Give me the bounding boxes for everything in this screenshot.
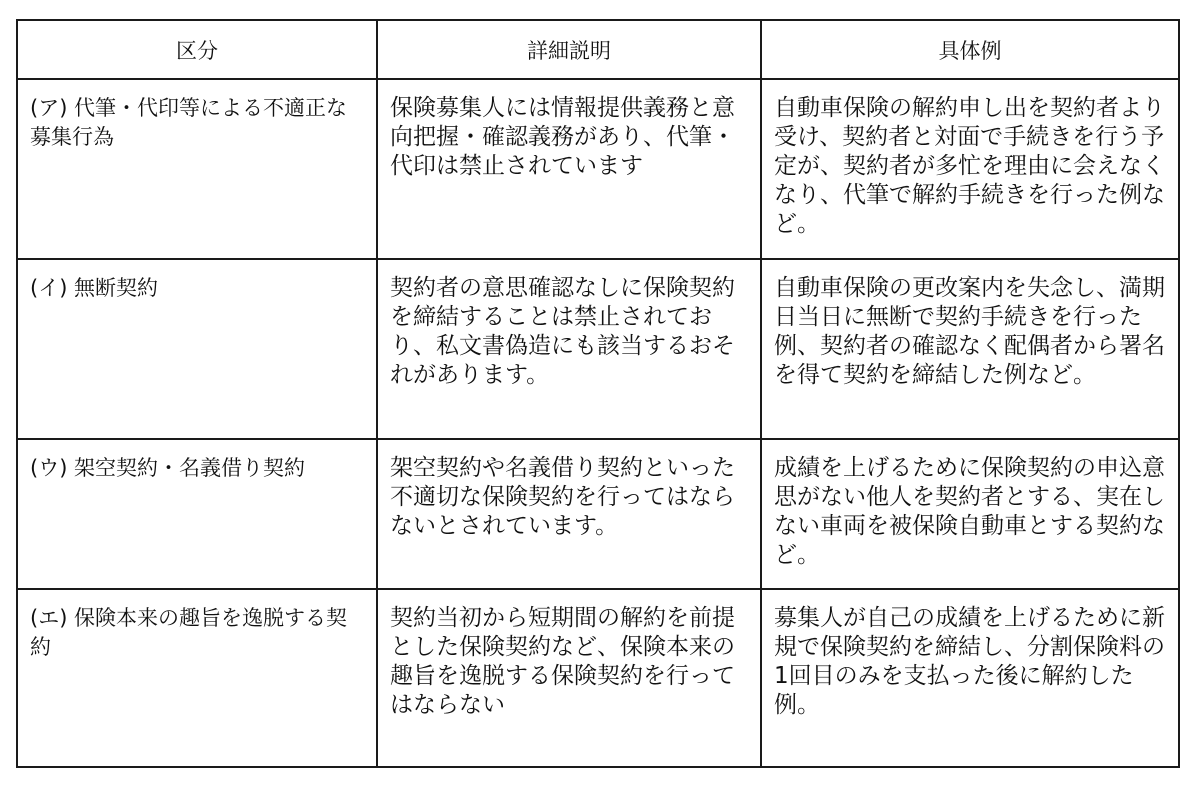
header-category: 区分 xyxy=(17,20,377,79)
detail-text: 契約当初から短期間の解約を前提とした保険契約など、保険本来の趣旨を逸脱する保険契約を行ってはならない xyxy=(390,605,735,718)
detail-cell xyxy=(377,259,761,439)
example-text: 募集人が自己の成績を上げるために新規で保険契約を締結し、分割保険料の1回目のみを支払った後に解約した例。 xyxy=(774,605,1165,718)
category-text: (エ) 保険本来の趣旨を逸脱する契約 xyxy=(30,606,348,659)
table-row xyxy=(17,589,1179,767)
compliance-table xyxy=(16,19,1180,768)
detail-text: 保険募集人には情報提供義務と意向把握・確認義務があり、代筆・代印は禁止されています xyxy=(390,95,735,179)
detail-cell xyxy=(377,439,761,589)
table-row xyxy=(17,439,1179,589)
category-text: (ウ) 架空契約・名義借り契約 xyxy=(30,456,306,480)
example-cell xyxy=(761,439,1179,589)
example-cell xyxy=(761,259,1179,439)
category-cell xyxy=(17,439,377,589)
table-header-row xyxy=(17,20,1179,79)
category-cell xyxy=(17,79,377,259)
example-cell xyxy=(761,79,1179,259)
example-text: 自動車保険の解約申し出を契約者より受け、契約者と対面で手続きを行う予定が、契約者が多忙を理由に会えなくなり、代筆で解約手続きを行った例など。 xyxy=(774,95,1165,237)
header-detail: 詳細説明 xyxy=(377,20,761,79)
detail-text: 契約者の意思確認なしに保険契約を締結することは禁止されており、私文書偽造にも該当するおそれがあります。 xyxy=(390,275,735,388)
example-text: 自動車保険の更改案内を失念し、満期日当日に無断で契約手続きを行った例、契約者の確認なく配偶者から署名を得て契約を締結した例など。 xyxy=(774,275,1165,388)
detail-cell xyxy=(377,589,761,767)
example-cell xyxy=(761,589,1179,767)
table-row xyxy=(17,259,1179,439)
table-row xyxy=(17,79,1179,259)
category-text: (ア) 代筆・代印等による不適正な募集行為 xyxy=(30,96,348,149)
example-text: 成績を上げるために保険契約の申込意思がない他人を契約者とする、実在しない車両を被保険自動車とする契約など。 xyxy=(774,455,1165,568)
category-cell xyxy=(17,589,377,767)
detail-cell xyxy=(377,79,761,259)
header-example: 具体例 xyxy=(761,20,1179,79)
category-cell xyxy=(17,259,377,439)
category-text: (イ) 無断契約 xyxy=(30,276,159,300)
detail-text: 架空契約や名義借り契約といった不適切な保険契約を行ってはならないとされています。 xyxy=(390,455,735,539)
